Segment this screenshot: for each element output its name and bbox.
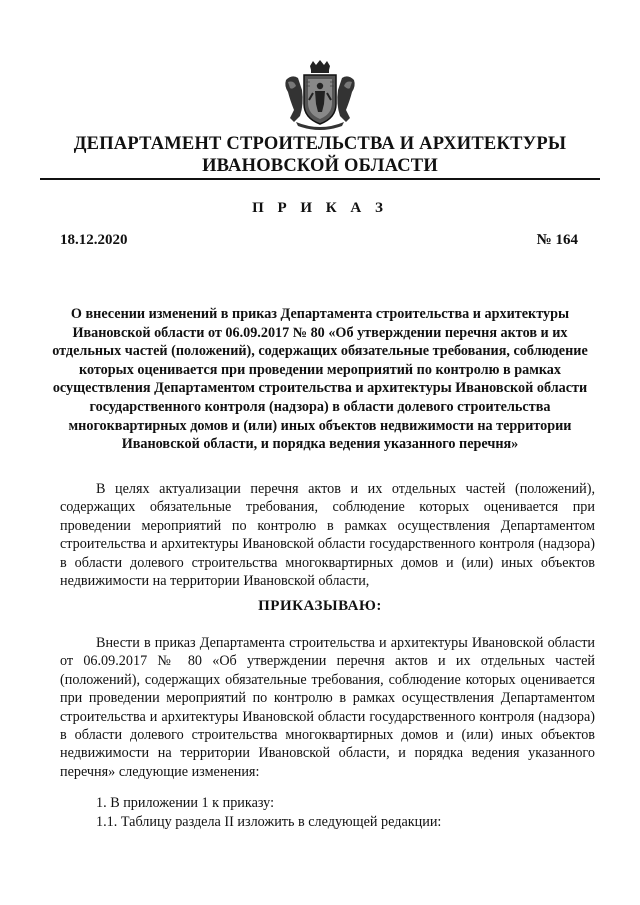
coat-of-arms-icon xyxy=(282,60,358,130)
main-paragraph: Внести в приказ Департамента строительства и архитектуры Ивановской области от 06.09.2017 № 80 «Об утверждении перечня актов и их отдельных частей (положений), содержащих обязательные требования, соблюдение которых оценивается при проведении мероприятий по контролю в рамках осуществления Департаментом строительства и архитектуры Ивановской области государственного контроля (надзора) в области долевого строительства многоквартирных домов и (или) иных объектов недвижимости на территории Ивановской области, и порядка ведения указанного перечня» следующие изменения: xyxy=(60,635,595,780)
preamble-paragraph: В целях актуализации перечня актов и их отдельных частей (положений), содержащих обязательные требования, соблюдение которых оценивается при проведении мероприятий по контролю в рамках осуществления Департаментом строительства и архитектуры Ивановской области государственного контроля (надзора) в области долевого строительства многоквартирных домов и (или) иных объектов недвижимости на территории Ивановской области, xyxy=(60,481,595,590)
organization-title-line1: ДЕПАРТАМЕНТ СТРОИТЕЛЬСТВА И АРХИТЕКТУРЫ xyxy=(73,134,567,154)
organization-title xyxy=(40,133,600,177)
organization-title-line2: ИВАНОВСКОЙ ОБЛАСТИ xyxy=(202,156,438,176)
order-heading: ПРИКАЗЫВАЮ: xyxy=(258,598,382,614)
document-subject: О внесении изменений в приказ Департамента строительства и архитектуры Ивановской области от 06.09.2017 № 80 «Об утверждении перечня актов и их отдельных частей (положений), содержащих обязательные требования, соблюдение которых оценивается при проведении мероприятий по контролю в рамках осуществления Департаментом строительства и архитектуры Ивановской области государственного контроля (надзора) в области долевого строительства многоквартирных домов и (или) иных объектов недвижимости на территории Ивановской области, и порядка ведения указанного перечня» xyxy=(52,306,588,453)
header-divider xyxy=(40,178,600,180)
list-item-1-1: 1.1. Таблицу раздела II изложить в следующей редакции: xyxy=(96,814,442,830)
document-number: № 164 xyxy=(536,232,578,248)
document-date: 18.12.2020 xyxy=(60,232,128,248)
document-type: П Р И К А З xyxy=(252,200,388,216)
list-item-1: 1. В приложении 1 к приказу: xyxy=(96,795,275,811)
